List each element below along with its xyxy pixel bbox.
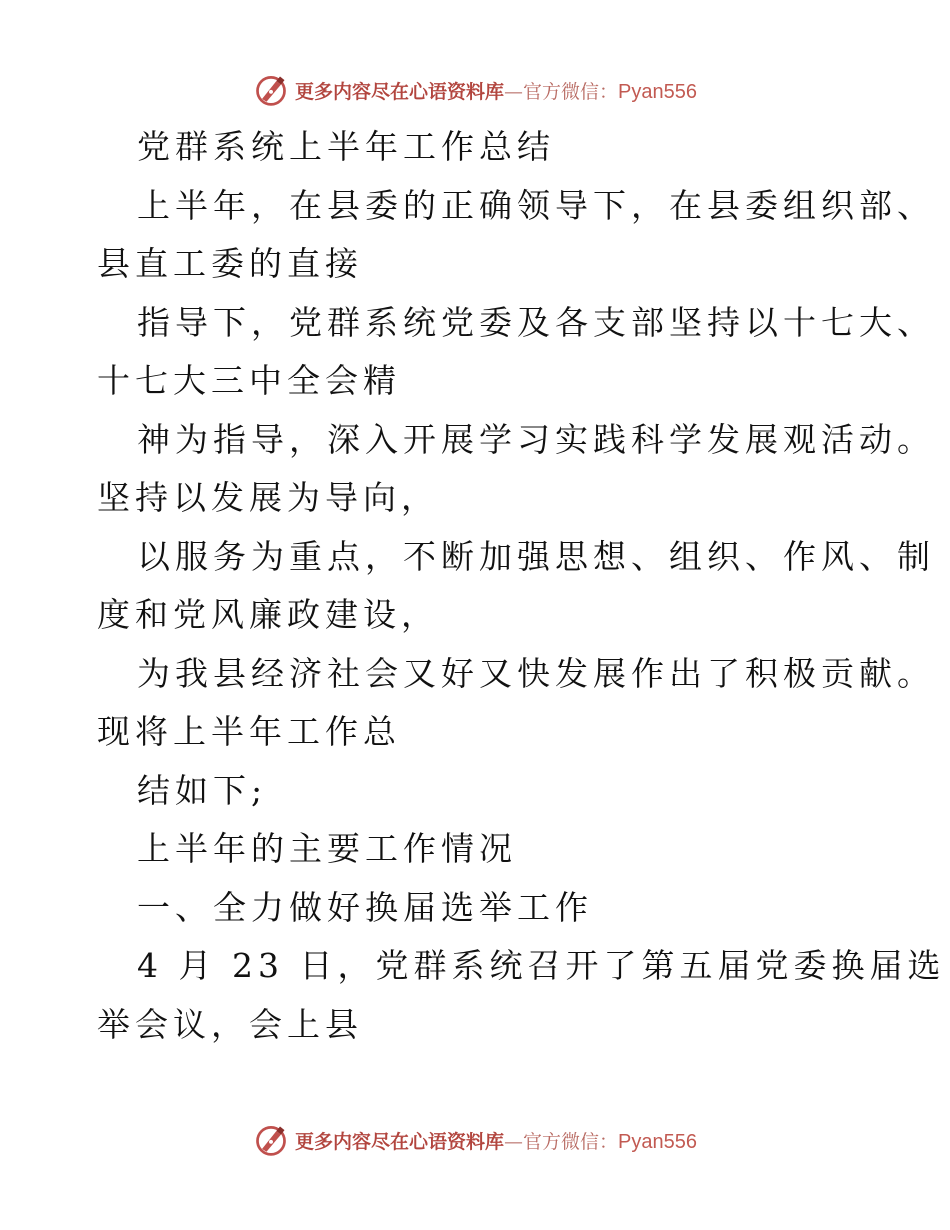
watermark-wechat-label: 官方微信： <box>523 1130 619 1153</box>
document-line: 以服务为重点，不断加强思想、组织、作风、制 <box>137 536 935 576</box>
document-line: 上半年的主要工作情况 <box>137 829 517 868</box>
document-line: 度和党风廉政建设， <box>97 595 439 634</box>
document-line: 为我县经济社会又好又快发展作出了积极贡献。 <box>137 653 935 693</box>
document-line: 上半年，在县委的正确领导下，在县委组织部、 <box>137 185 935 225</box>
document-line: 神为指导，深入开展学习实践科学发展观活动。 <box>137 419 935 459</box>
watermark-dash: — <box>504 1130 524 1153</box>
document-line: 指导下，党群系统党委及各支部坚持以十七大、 <box>137 302 935 342</box>
watermark-wechat-label: 官方微信： <box>523 80 619 103</box>
watermark-text <box>295 1127 697 1154</box>
watermark-brand: 更多内容尽在心语资料库 <box>295 1130 505 1153</box>
watermark-dash: — <box>504 80 524 103</box>
pen-nib-logo-icon <box>253 72 289 108</box>
footer-watermark <box>0 1120 950 1160</box>
document-line: 现将上半年工作总 <box>97 712 401 751</box>
document-line: 4 月 23 日，党群系统召开了第五届党委换届选 <box>137 946 946 985</box>
document-line: 党群系统上半年工作总结 <box>137 127 555 166</box>
document-body <box>97 118 946 1054</box>
document-line: 一、全力做好换届选举工作 <box>137 887 593 927</box>
document-line: 举会议，会上县 <box>97 1004 363 1044</box>
watermark-handle: Pyan556 <box>618 80 697 103</box>
document-line: 坚持以发展为导向， <box>97 478 439 517</box>
header-watermark <box>0 70 950 110</box>
watermark-handle: Pyan556 <box>618 1130 697 1153</box>
document-line: 结如下; <box>137 770 268 810</box>
document-line: 县直工委的直接 <box>97 244 363 283</box>
document-line: 十七大三中全会精 <box>97 361 401 400</box>
watermark-text <box>295 77 697 104</box>
pen-nib-logo-icon <box>253 1122 289 1158</box>
watermark-brand: 更多内容尽在心语资料库 <box>295 80 505 103</box>
